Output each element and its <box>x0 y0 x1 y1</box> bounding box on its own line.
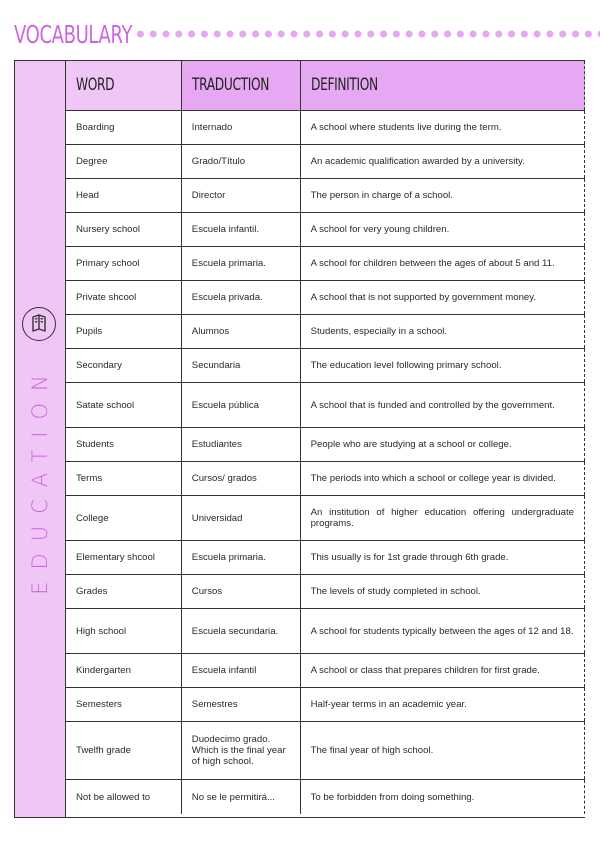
word-cell: Primary school <box>66 247 182 280</box>
table-row <box>66 496 585 541</box>
word-cell: Kindergarten <box>66 654 182 687</box>
table-row <box>66 179 585 213</box>
table-row <box>66 654 585 688</box>
word-cell: Nursery school <box>66 213 182 246</box>
table-row <box>66 315 585 349</box>
word-cell: Private shcool <box>66 281 182 314</box>
traduction-cell: Escuela infantil <box>182 654 301 687</box>
definition-cell: The education level following primary school. <box>301 349 585 382</box>
dotted-divider <box>134 29 600 39</box>
definition-cell: To be forbidden from doing something. <box>301 780 585 814</box>
traduction-cell: Estudiantes <box>182 428 301 461</box>
word-cell: Semesters <box>66 688 182 721</box>
vocabulary-table <box>65 60 585 818</box>
definition-cell: A school for very young children. <box>301 213 585 246</box>
definition-cell: The person in charge of a school. <box>301 179 585 212</box>
sidebar-label: EDUCATION <box>28 363 52 595</box>
definition-cell: A school where students live during the term. <box>301 111 585 144</box>
word-cell: Elementary shcool <box>66 541 182 574</box>
table-row <box>66 145 585 179</box>
column-header-definition: DEFINITION <box>301 61 585 110</box>
traduction-cell: Escuela infantil. <box>182 213 301 246</box>
definition-cell: The levels of study completed in school. <box>301 575 585 608</box>
definition-cell: A school that is not supported by government money. <box>301 281 585 314</box>
word-cell: Head <box>66 179 182 212</box>
table-header-row <box>66 61 585 111</box>
traduction-cell: Universidad <box>182 496 301 540</box>
traduction-cell: Grado/Título <box>182 145 301 178</box>
word-cell: Twelfh grade <box>66 722 182 779</box>
definition-cell: This usually is for 1st grade through 6th grade. <box>301 541 585 574</box>
definition-cell: People who are studying at a school or college. <box>301 428 585 461</box>
word-cell: Pupils <box>66 315 182 348</box>
traduction-cell: Escuela pública <box>182 383 301 427</box>
table-body <box>66 111 585 814</box>
table-row <box>66 281 585 315</box>
traduction-cell: Cursos <box>182 575 301 608</box>
word-cell: Students <box>66 428 182 461</box>
sidebar <box>14 60 65 818</box>
column-header-traduction: TRADUCTION <box>182 61 301 110</box>
word-cell: Grades <box>66 575 182 608</box>
definition-cell: The periods into which a school or college year is divided. <box>301 462 585 495</box>
table-row <box>66 609 585 654</box>
table-row <box>66 247 585 281</box>
word-cell: Satate school <box>66 383 182 427</box>
table-row <box>66 541 585 575</box>
page-title: VOCABULARY <box>14 19 133 49</box>
traduction-cell: Internado <box>182 111 301 144</box>
word-cell: Terms <box>66 462 182 495</box>
definition-cell: The final year of high school. <box>301 722 585 779</box>
word-cell: Not be allowed to <box>66 780 182 814</box>
table-row <box>66 722 585 780</box>
table-row <box>66 575 585 609</box>
definition-cell: A school that is funded and controlled by the government. <box>301 383 585 427</box>
definition-cell: An academic qualification awarded by a university. <box>301 145 585 178</box>
word-cell: Boarding <box>66 111 182 144</box>
definition-cell: An institution of higher education offering undergraduate programs. <box>301 496 585 540</box>
table-row <box>66 688 585 722</box>
traduction-cell: Duodecimo grado. Which is the final year of high school. <box>182 722 301 779</box>
traduction-cell: Secundaria <box>182 349 301 382</box>
traduction-cell: Semestres <box>182 688 301 721</box>
word-cell: High school <box>66 609 182 653</box>
traduction-cell: No se le permitirá... <box>182 780 301 814</box>
definition-cell: A school for students typically between the ages of 12 and 18. <box>301 609 585 653</box>
traduction-cell: Escuela secundaria. <box>182 609 301 653</box>
table-row <box>66 349 585 383</box>
word-cell: Secondary <box>66 349 182 382</box>
table-row <box>66 780 585 814</box>
traduction-cell: Escuela privada. <box>182 281 301 314</box>
table-row <box>66 213 585 247</box>
definition-cell: Half-year terms in an academic year. <box>301 688 585 721</box>
table-row <box>66 462 585 496</box>
definition-cell: Students, especially in a school. <box>301 315 585 348</box>
word-cell: Degree <box>66 145 182 178</box>
table-row <box>66 111 585 145</box>
column-header-word: WORD <box>66 61 182 110</box>
traduction-cell: Cursos/ grados <box>182 462 301 495</box>
word-cell: College <box>66 496 182 540</box>
traduction-cell: Director <box>182 179 301 212</box>
traduction-cell: Alumnos <box>182 315 301 348</box>
definition-cell: A school for children between the ages of about 5 and 11. <box>301 247 585 280</box>
traduction-cell: Escuela primaria. <box>182 247 301 280</box>
header <box>14 16 600 52</box>
table-row <box>66 383 585 428</box>
definition-cell: A school or class that prepares children for first grade. <box>301 654 585 687</box>
traduction-cell: Escuela primaria. <box>182 541 301 574</box>
book-icon <box>22 307 56 341</box>
table-row <box>66 428 585 462</box>
